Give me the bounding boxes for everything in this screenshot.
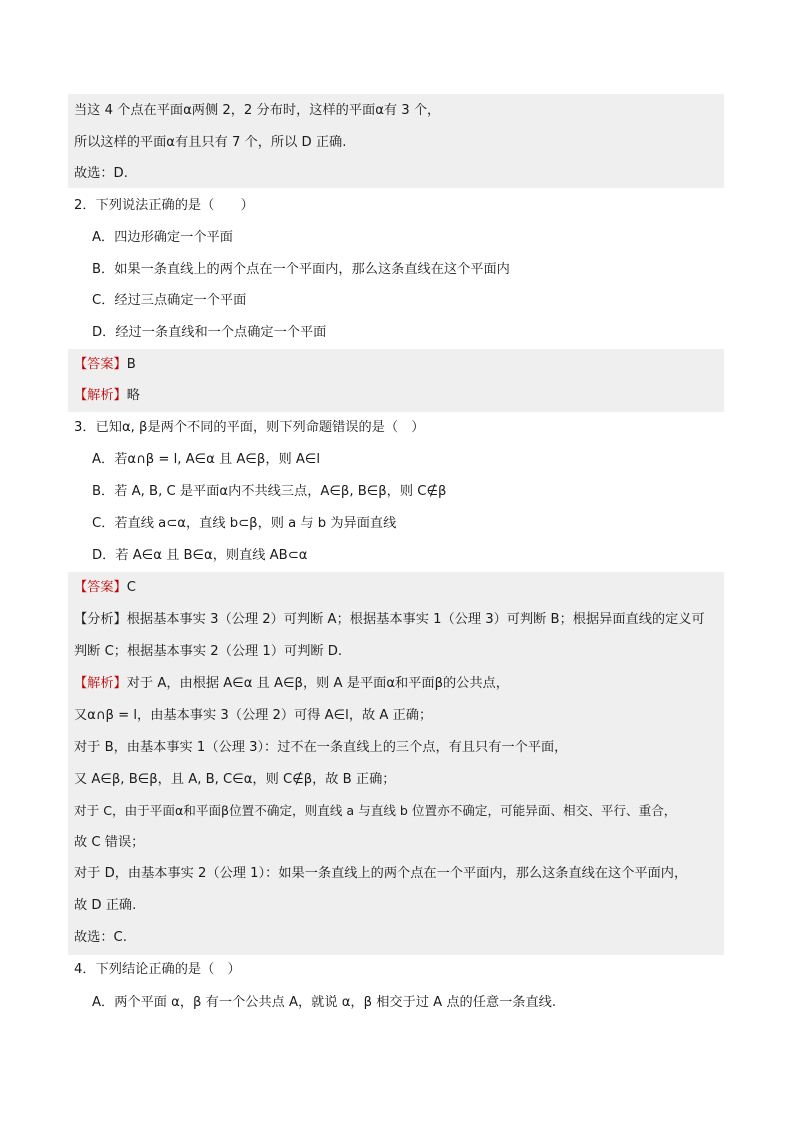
q2-answer-row xyxy=(74,355,136,375)
answer-tag: 【答案】 xyxy=(74,357,127,372)
q3-fenxi-row-2: 判断 C；根据基本事实 2（公理 1）可判断 D. xyxy=(74,644,343,659)
question-2-stem: 2．下列说法正确的是（ ） xyxy=(74,198,254,213)
q4-option-a: A．两个平面 α，β 有一个公共点 A，就说 α，β 相交于过 A 点的任意一条直线. xyxy=(92,995,557,1010)
jiexi-tag: 【解析】 xyxy=(74,676,127,691)
analysis-text: 略 xyxy=(126,388,140,403)
q3-answer-row xyxy=(74,578,136,598)
q2-option-a: A．四边形确定一个平面 xyxy=(92,230,233,245)
solution-line-3: 故选：D. xyxy=(74,166,128,181)
q3-option-c: C．若直线 a⊂α，直线 b⊂β，则 a 与 b 为异面直线 xyxy=(92,516,397,531)
q3-jiexi-row-6: 故 C 错误； xyxy=(74,835,145,850)
question-4-stem: 4．下列结论正确的是（ ） xyxy=(74,962,241,977)
q3-fenxi-row-1 xyxy=(74,610,705,630)
q2-option-c: C．经过三点确定一个平面 xyxy=(92,293,247,308)
answer-value: B xyxy=(126,357,136,372)
q2-analysis-row xyxy=(74,386,140,406)
fenxi-text-1: 根据基本事实 3（公理 2）可判断 A；根据基本事实 1（公理 3）可判断 B；根据异面直线的定义可 xyxy=(126,612,705,627)
analysis-tag: 【解析】 xyxy=(74,388,127,403)
question-3-stem: 3．已知α, β是两个不同的平面，则下列命题错误的是（ ） xyxy=(74,420,425,435)
answer-value: C xyxy=(126,580,136,595)
answer-tag: 【答案】 xyxy=(74,580,127,595)
q3-option-b: B．若 A, B, C 是平面α内不共线三点，A∈β, B∈β，则 C∉β xyxy=(92,484,447,499)
q3-jiexi-row-1 xyxy=(74,674,509,694)
solution-line-2: 所以这样的平面α有且只有 7 个，所以 D 正确. xyxy=(74,135,347,150)
jiexi-text-1: 对于 A，由根据 A∈α 且 A∈β，则 A 是平面α和平面β的公共点， xyxy=(126,676,509,691)
q3-jiexi-row-9: 故选：C. xyxy=(74,930,127,945)
q3-jiexi-row-2: 又α∩β = l，由基本事实 3（公理 2）可得 A∈l，故 A 正确； xyxy=(74,708,433,723)
q2-option-d: D．经过一条直线和一个点确定一个平面 xyxy=(92,325,327,340)
q3-jiexi-row-4: 又 A∈β, B∈β，且 A, B, C∈α，则 C∉β，故 B 正确； xyxy=(74,772,396,787)
q3-jiexi-row-7: 对于 D，由基本事实 2（公理 1）：如果一条直线上的两个点在一个平面内，那么这条直线在这个平面内， xyxy=(74,866,688,881)
q2-option-b: B．如果一条直线上的两个点在一个平面内，那么这条直线在这个平面内 xyxy=(92,262,510,277)
q3-jiexi-row-5: 对于 C，由于平面α和平面β位置不确定，则直线 a 与直线 b 位置亦不确定，可能异面、相交、平行、重合， xyxy=(74,803,677,818)
q3-option-a: A．若α∩β = l, A∈α 且 A∈β，则 A∈l xyxy=(92,452,321,467)
fenxi-tag: 【分析】 xyxy=(74,612,127,627)
q3-jiexi-row-8: 故 D 正确. xyxy=(74,898,137,913)
q3-jiexi-row-3: 对于 B，由基本事实 1（公理 3）：过不在一条直线上的三个点，有且只有一个平面， xyxy=(74,740,568,755)
q3-option-d: D．若 A∈α 且 B∈α，则直线 AB⊂α xyxy=(92,548,308,563)
answer-block-q2 xyxy=(68,349,724,412)
solution-line-1: 当这 4 个点在平面α两侧 2，2 分布时，这样的平面α有 3 个， xyxy=(74,103,441,118)
